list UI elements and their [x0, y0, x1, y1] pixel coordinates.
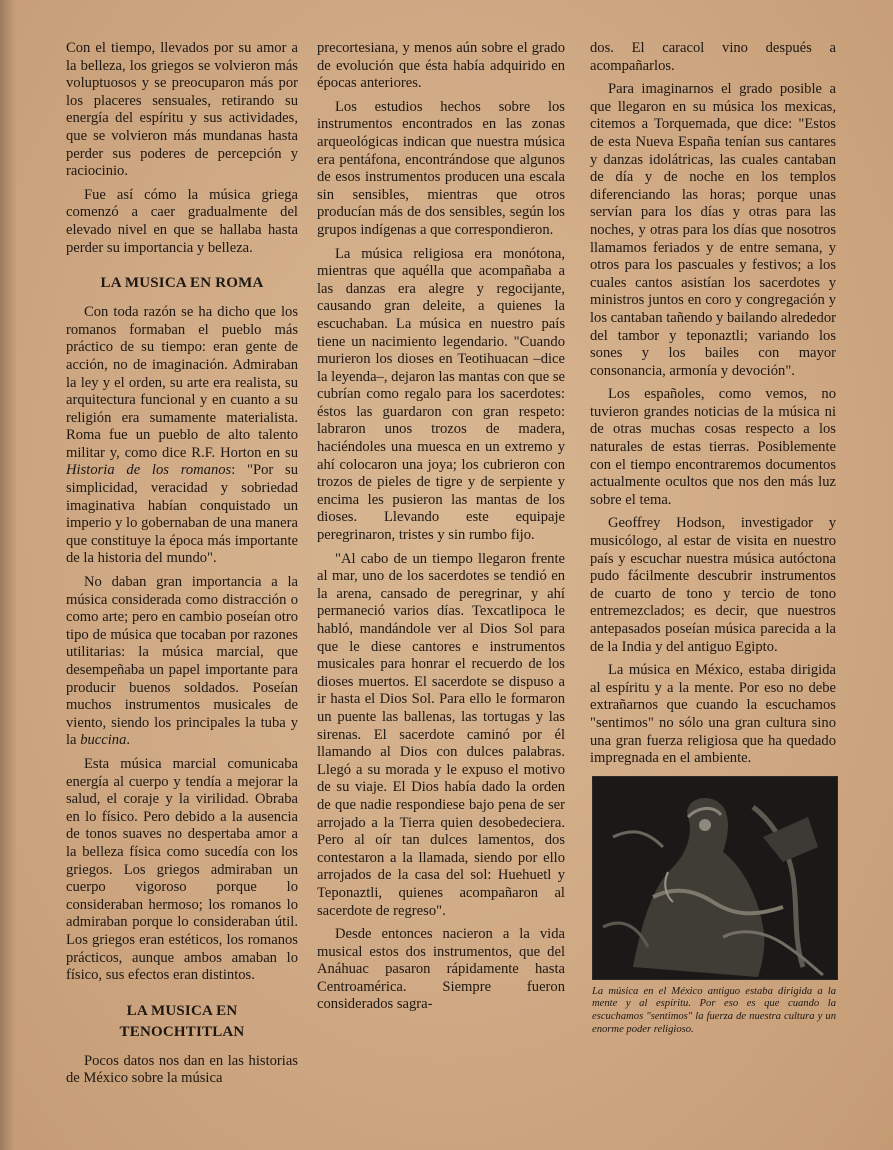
- column-1: [66, 40, 298, 1094]
- mayan-relief-photo: [592, 776, 838, 980]
- book-title: Historia de los romanos: [66, 462, 232, 479]
- paragraph: Con el tiempo, llevados por su amor a la belleza, los griegos se volvieron más voluptuosos y se preocuparon más por los placeres sensuales, retirando su energía del espíritu y sus actividades, que se volvieron más mundanas hasta perder sus poderes de percepción y raciocinio.: [66, 40, 298, 180]
- paragraph-text: No daban gran importancia a la música considerada como distracción o como arte; pero en cambio poseían otro tipo de música que tocaban por razones utilitarias: la música marcial, que desempeñaba un papel importante para producir buenos soldados. Poseían muchos instrumentos musicales de viento, siendo los principales la tuba y la: [66, 574, 298, 749]
- relief-illustration: [593, 777, 837, 979]
- paragraph: "Al cabo de un tiempo llegaron frente al mar, uno de los sacerdotes se tendió en la arena, cansado de peregrinar, y ahí permaneció varios días. Texcatlipoca le habló, mandándole ver al Dios Sol para que le diese cantores e instrumentos musicales para honrar el recuerdo de los dioses muertos. El sacerdote se dispuso a ir hasta el Dios Sol. Para ello le formaron un puente las ballenas, las tortugas y las sirenas. El sacerdote caminó por él llamando al Dios con dulces palabras. Llegó a su morada y le expuso el motivo de su viaje. El Dios había dado la orden de que nadie respondiese bajo pena de ser arrojado a la Tierra quien desobedeciera. Pero al oír tan dulces lamentos, dos contestaron a la llamada, siendo por ello arrojados de la casa del sol: Huehuetl y Teponaztli, quienes acompañaron al sacerdote de regreso".: [317, 550, 565, 919]
- column-2: [317, 40, 565, 1020]
- paragraph: Los españoles, como vemos, no tuvieron grandes noticias de la música ni de otras muchas cosas respecto a los naturales de estas tierras. Posiblemente con el tiempo encontraremos documentos actualmente ocultos que nos den más luz sobre el tema.: [590, 386, 836, 508]
- paragraph: Para imaginarnos el grado posible a que llegaron en su música los mexicas, citemos a Torquemada, que dice: "Estos de esta Nueva España tenían sus cantares y danzas idolátricas, las cuales cantaban de día y de noche en los templos diferenciando las horas; porque unas servían para los días y otras para las noches, y otras para los días que nosotros llamamos feriados y de entre semana, y otros para los pascuales y festivos; a los cuales cantos asistían los sacerdotes y ministros juntos en coro y congregación y los cantaban tañendo y bailando alrededor del tambor y teponaztli; variando los sones y los bailes con mayor consonancia, armonía y devoción".: [590, 81, 836, 379]
- paragraph: [66, 574, 298, 750]
- paragraph: Geoffrey Hodson, investigador y musicólogo, al estar de visita en nuestro país y escuchar nuestra música autóctona pudo fácilmente descubrir instrumentos de cuarto de tono y tercio de tono entremezclados; es decir, que nuestros antepasados poseían música parecida a la de la India y del antiguo Egipto.: [590, 515, 836, 655]
- paragraph: Pocos datos nos dan en las historias de México sobre la música: [66, 1052, 298, 1087]
- paragraph: dos. El caracol vino después a acompañarlos.: [590, 40, 836, 74]
- paragraph: Desde entonces nacieron a la vida musical estos dos instrumentos, que del Anáhuac pasaron rápidamente hasta Centroamérica. Siempre fueron considerados sagra-: [317, 926, 565, 1013]
- paragraph-text: Con toda razón se ha dicho que los romanos formaban el pueblo más práctico de su tiempo: eran gente de acción, no de imaginación. Admiraban la ley y el orden, su arte era realista, su arquitectura funcional y en cuanto a su religión era sumamente materialista. Roma fue un pueblo de alto talento militar y, como dice R.F. Horton en su: [66, 304, 298, 461]
- paragraph: La música religiosa era monótona, mientras que aquélla que acompañaba a las danzas era alegre y regocijante, causando gran deleite, a quienes la escuchaban. La música en nuestro país tiene un nacimiento legendario. "Cuando murieron los dioses en Teotihuacan –dice la leyenda–, dejaron las mantas con que se cubrían como regalo para los sacerdotes: éstos las guardaron con gran respeto: labraron unos trozos de madera, haciéndoles una muesca en un extremo y ahí colocaron una joya; los cubrieron con trozos de pieles de tigre y de serpiente y encima les pusieron las mantas de los dioses. Llevando este equipaje peregrinaron, tristes y sin rumbo fijo.: [317, 245, 566, 544]
- heading-roma: LA MUSICA EN ROMA: [100, 275, 264, 292]
- heading-line: TENOCHTITLAN: [119, 1023, 245, 1040]
- heading-tenochtitlan: [66, 1001, 298, 1043]
- paragraph: Los estudios hechos sobre los instrumentos encontrados en las zonas arqueológicas indican que nuestra música era pentáfona, encontrándose que algunos de esos instrumentos producen una escala sin sensibles, mientras que otros producían más de dos sensibles, según los grupos indígenas a que correspondieron.: [317, 98, 565, 238]
- paragraph-text: : "Por su simplicidad, veracidad y sobriedad imaginativa habían conquistado un imperio y lo gobernaban de una manera que constituye la época más importante de la historia del mundo".: [66, 462, 299, 567]
- paragraph-text: .: [126, 732, 131, 749]
- photo-caption: La música en el México antiguo estaba dirigida a la mente y al espíritu. Por eso es que cuando la escuchamos "sentimos" la fuerza de nuestra cultura y un enorme poder religioso.: [592, 985, 836, 1035]
- paragraph: [66, 304, 298, 568]
- paragraph: precortesiana, y menos aún sobre el grado de evolución que ésta había adquirido en épocas anteriores.: [317, 40, 565, 92]
- heading-line: LA MUSICA EN: [126, 1002, 238, 1019]
- paragraph: Esta música marcial comunicaba energía al cuerpo y tendía a mejorar la salud, el coraje y la virilidad. Obraba en lo físico. Pero debido a la ausencia de tonos suaves no despertaba amor a la belleza física como sucedía con los griegos. Los griegos admiraban un cuerpo vigoroso porque lo consideraban hermoso; los romanos lo admiraban porque lo consideraban útil. Los griegos eran estéticos, los romanos prácticos, aunque ambos amaban lo físico, sus efectos eran distintos.: [66, 755, 298, 984]
- paragraph: La música en México, estaba dirigida al espíritu y a la mente. Por eso no debe extrañarnos que cuando la escuchamos "sentimos" no sólo una gran cultura sino una gran fuerza religiosa que ha quedado impregnada en el ambiente.: [590, 662, 836, 767]
- instrument-name: buccina: [80, 732, 127, 749]
- paragraph: Fue así cómo la música griega comenzó a caer gradualmente del elevado nivel en que se hallaba hasta perder su importancia y belleza.: [66, 186, 298, 256]
- column-3: [590, 40, 836, 1036]
- page-edge: [0, 0, 16, 1150]
